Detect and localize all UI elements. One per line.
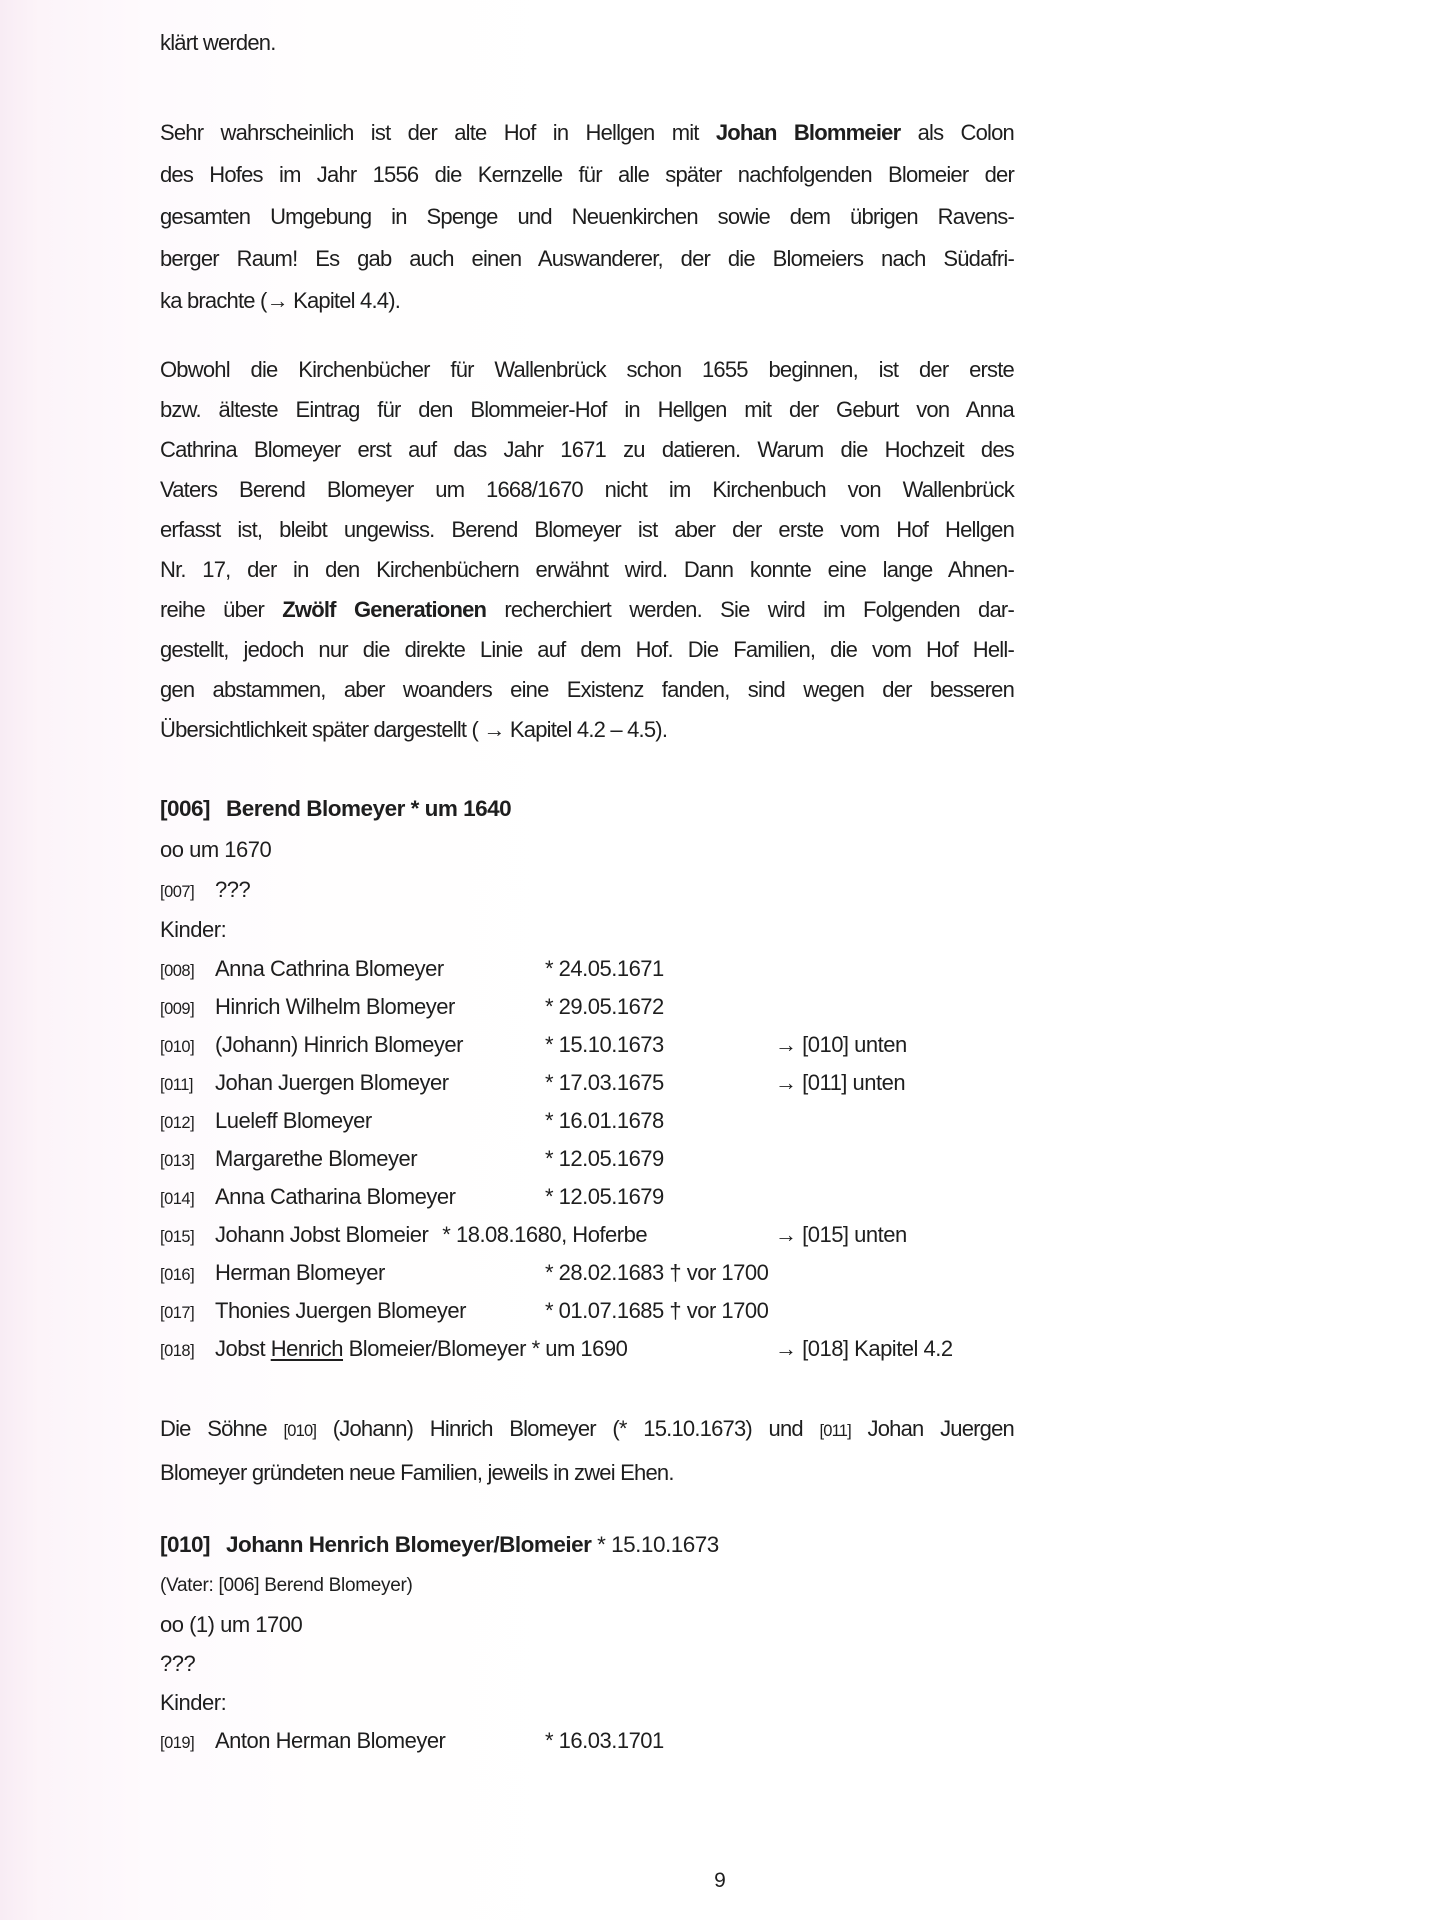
- child-name: Lueleff Blomeyer: [215, 1108, 372, 1133]
- birth-date: * 15.10.1673: [545, 1032, 664, 1057]
- cross-reference: → [018] Kapitel 4.2: [775, 1336, 953, 1361]
- text-run: Vaters Berend Blomeyer um 1668/1670 nicht im Kirchenbuch von Wallenbrück: [160, 477, 1014, 502]
- text-run: Blomeyer gründeten neue Familien, jeweils in zwei Ehen.: [160, 1460, 674, 1485]
- child-row: [160, 1064, 1280, 1102]
- text-run: ka brachte (→ Kapitel 4.4).: [160, 288, 401, 313]
- child-row: [160, 1254, 1280, 1292]
- text-run: Zwölf Generationen: [282, 597, 487, 622]
- text-line: [160, 22, 1014, 64]
- text-run: Nr. 17, der in den Kirchenbüchern erwähnt wird. Dann konnte eine lange Ahnen-: [160, 557, 1014, 582]
- text-run: als Colon: [900, 120, 1014, 145]
- child-row: [160, 1102, 1280, 1140]
- text-run: Johan Blommeier: [715, 120, 901, 145]
- text-run: bzw. älteste Eintrag für den Blommeier-Hof in Hellgen mit der Geburt von Anna: [160, 397, 1014, 422]
- name-part: Jobst: [215, 1336, 271, 1361]
- entry-id-tag: [013]: [160, 1152, 195, 1170]
- entry-id-tag: [011]: [160, 1076, 193, 1094]
- child-row: [160, 1330, 1280, 1368]
- birth-date: * 01.07.1685 † vor 1700: [545, 1298, 769, 1323]
- text-run: (Johann) Hinrich Blomeyer (* 15.10.1673) und: [316, 1416, 820, 1441]
- text-run: Die Söhne: [160, 1416, 284, 1441]
- family-heading-010: [160, 1524, 1280, 1566]
- entry-id-tag: [016]: [160, 1266, 195, 1284]
- text-run: [011]: [819, 1422, 851, 1440]
- family-block-006: [160, 788, 1280, 1368]
- text-run: Johan Juergen: [850, 1416, 1014, 1441]
- text-line: [160, 280, 1014, 322]
- family-heading-006: [160, 788, 1280, 830]
- birth-date: * 12.05.1679: [545, 1184, 664, 1209]
- child-name: Anna Cathrina Blomeyer: [215, 956, 444, 981]
- text-run: Übersichtlichkeit später dargestellt ( → Kapitel 4.2 – 4.5).: [160, 717, 668, 742]
- marriage-line: oo (1) um 1700: [160, 1612, 303, 1637]
- child-name: Johan Juergen Blomeyer: [215, 1070, 449, 1095]
- child-name: Anton Herman Blomeyer: [215, 1728, 446, 1753]
- spouse-line: ???: [160, 1651, 196, 1676]
- cross-reference: → [015] unten: [775, 1222, 907, 1247]
- text-line: [160, 390, 1014, 430]
- birth-date: * 17.03.1675: [545, 1070, 664, 1095]
- name-part: Blomeier/Blomeyer * um 1690: [343, 1336, 628, 1361]
- children-list: [160, 950, 1280, 1368]
- birth-date: * 29.05.1672: [545, 994, 664, 1019]
- text-run: Cathrina Blomeyer erst auf das Jahr 1671 zu datieren. Warum die Hochzeit des: [160, 437, 1014, 462]
- text-run: gesamten Umgebung in Spenge und Neuenkirchen sowie dem übrigen Ravens-: [160, 204, 1014, 229]
- child-row: [160, 1722, 1280, 1760]
- text-line: [160, 112, 1014, 154]
- children-list: [160, 1722, 1280, 1760]
- child-row: [160, 950, 1280, 988]
- text-line: [160, 154, 1014, 196]
- child-name: [215, 1330, 627, 1368]
- child-name: (Johann) Hinrich Blomeyer: [215, 1032, 463, 1057]
- child-name: Johann Jobst Blomeier: [215, 1222, 429, 1247]
- name-part-underlined: Henrich: [270, 1336, 344, 1361]
- child-name: Thonies Juergen Blomeyer: [215, 1298, 466, 1323]
- entry-id-tag: [014]: [160, 1190, 195, 1208]
- text-line: [160, 238, 1014, 280]
- entry-id-tag: [015]: [160, 1228, 195, 1246]
- text-run: Sehr wahrscheinlich ist der alte Hof in Hellgen mit: [160, 120, 716, 145]
- child-name: Anna Catharina Blomeyer: [215, 1184, 456, 1209]
- child-row: [160, 1026, 1280, 1064]
- spouse-line: [160, 870, 1280, 910]
- birth-date: * 16.03.1701: [545, 1728, 664, 1753]
- birth-date: * 16.01.1678: [545, 1108, 664, 1133]
- child-row: [160, 1216, 1280, 1254]
- birth-date: * 12.05.1679: [545, 1146, 664, 1171]
- text-line: [160, 430, 1014, 470]
- child-row: [160, 1178, 1280, 1216]
- text-run: gestellt, jedoch nur die direkte Linie auf dem Hof. Die Familien, die vom Hof Hell-: [160, 637, 1014, 662]
- spouse-name: ???: [215, 877, 251, 902]
- text-line: [160, 670, 1014, 710]
- cross-reference: → [011] unten: [775, 1070, 906, 1095]
- birth-date: * 28.02.1683 † vor 1700: [545, 1260, 769, 1285]
- birth-date: * 15.10.1673: [591, 1532, 719, 1557]
- text-run: reihe über: [160, 597, 283, 622]
- children-label: Kinder:: [160, 1690, 227, 1715]
- entry-id-tag: [018]: [160, 1342, 195, 1360]
- child-row: [160, 988, 1280, 1026]
- entry-id-tag: [007]: [160, 883, 195, 901]
- page-number: 9: [714, 1869, 726, 1892]
- entry-id-tag: [012]: [160, 1114, 195, 1132]
- cross-reference: → [010] unten: [775, 1032, 907, 1057]
- entry-id-tag: [019]: [160, 1734, 195, 1752]
- text-run: Obwohl die Kirchenbücher für Wallenbrück schon 1655 beginnen, ist der erste: [160, 357, 1014, 382]
- text-run: erfasst ist, bleibt ungewiss. Berend Blomeyer ist aber der erste vom Hof Hellgen: [160, 517, 1014, 542]
- paragraph-hof-hellgen: [160, 112, 1014, 322]
- family-block-010: [160, 1524, 1280, 1760]
- text-line: [160, 710, 1014, 750]
- child-row: [160, 1140, 1280, 1178]
- child-name: Hinrich Wilhelm Blomeyer: [215, 994, 455, 1019]
- text-run: recherchiert werden. Sie wird im Folgenden dar-: [486, 597, 1014, 622]
- text-line: [160, 1408, 1014, 1452]
- text-line: [160, 550, 1014, 590]
- text-line: [160, 510, 1014, 550]
- children-label: Kinder:: [160, 917, 227, 942]
- entry-title: Johann Henrich Blomeyer/Blomeier: [226, 1532, 592, 1557]
- parent-reference: (Vater: [006] Berend Blomeyer): [160, 1575, 413, 1596]
- entry-title: Berend Blomeyer * um 1640: [226, 796, 512, 821]
- paragraph-soehne: [160, 1408, 1014, 1494]
- text-line: [160, 590, 1014, 630]
- entry-id-tag: [009]: [160, 1000, 195, 1018]
- text-line: [160, 470, 1014, 510]
- birth-date: * 18.08.1680, Hoferbe: [442, 1222, 648, 1247]
- text-run: des Hofes im Jahr 1556 die Kernzelle für alle später nachfolgenden Blomeier der: [160, 162, 1014, 187]
- child-name: Margarethe Blomeyer: [215, 1146, 418, 1171]
- entry-id-tag: [010]: [160, 1038, 195, 1056]
- text-line: [160, 1452, 1014, 1494]
- text-run: [010]: [283, 1422, 317, 1440]
- text-run: klärt werden.: [160, 30, 276, 55]
- entry-id: [010]: [160, 1532, 211, 1557]
- entry-id-tag: [008]: [160, 962, 195, 980]
- paragraph-kirchenbuecher: [160, 350, 1014, 750]
- entry-id: [006]: [160, 796, 211, 821]
- child-name: Herman Blomeyer: [215, 1260, 385, 1285]
- child-row: [160, 1292, 1280, 1330]
- text-line: [160, 196, 1014, 238]
- entry-id-tag: [017]: [160, 1304, 195, 1322]
- text-line: [160, 630, 1014, 670]
- text-run: berger Raum! Es gab auch einen Auswanderer, der die Blomeiers nach Südafri-: [160, 246, 1014, 271]
- text-line: [160, 350, 1014, 390]
- birth-date: * 24.05.1671: [545, 956, 664, 981]
- marriage-line: oo um 1670: [160, 837, 272, 862]
- text-run: gen abstammen, aber woanders eine Existenz fanden, sind wegen der besseren: [160, 677, 1014, 702]
- paragraph-fragment: [160, 22, 1014, 64]
